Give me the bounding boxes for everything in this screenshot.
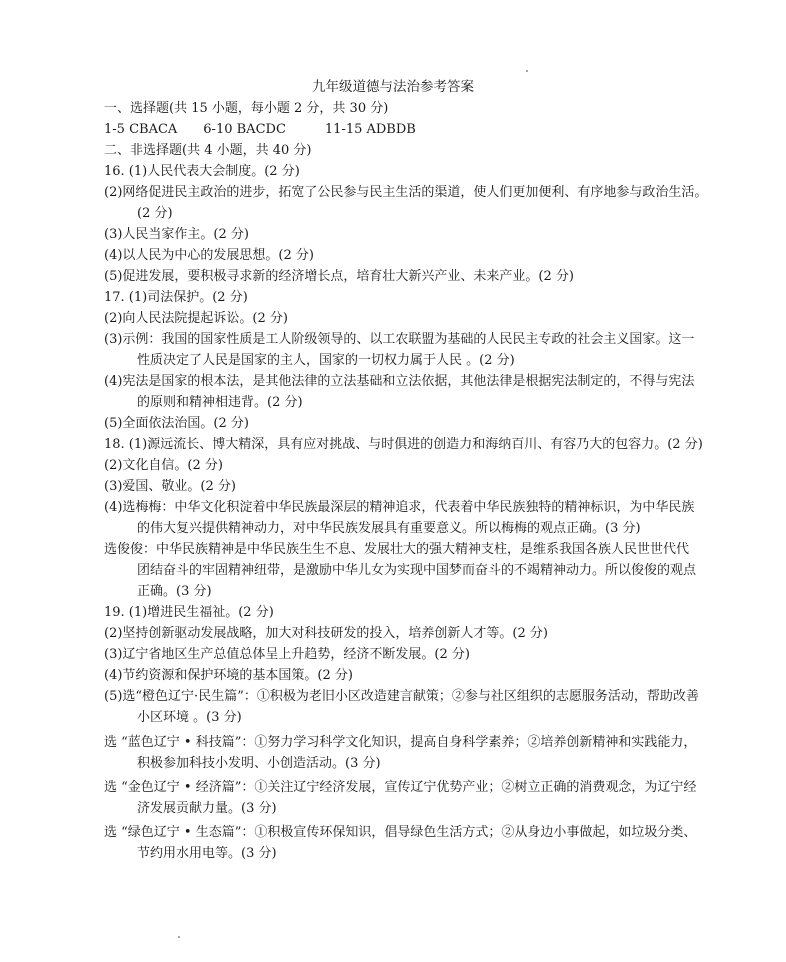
answer-line: 的原则和精神相违背。(2 分) <box>137 395 303 410</box>
scan-speck <box>526 70 528 72</box>
answer-line: 选 “蓝色辽宁 • 科技篇”：①努力学习科学文化知识，提高自身科学素养；②培养创新精神和实践能力， <box>104 735 697 750</box>
answer-line: (5)全面依法治国。(2 分) <box>104 416 249 431</box>
answer-line: (5)选“橙色辽宁·民生篇”：①积极为老旧小区改造建言献策；②参与社区组织的志愿服务活动，帮助改善 <box>104 689 699 704</box>
answer-line: (4)节约资源和保护环境的基本国策。(2 分) <box>104 668 353 683</box>
answer-line: 积极参加科技小发明、小创造活动。(3 分) <box>137 756 381 771</box>
answer-line: 性质决定了人民是国家的主人，国家的一切权力属于人民 。(2 分) <box>137 353 515 368</box>
answer-line: 小区环境 。(3 分) <box>137 710 242 725</box>
answer-line: 选 “绿色辽宁 • 生态篇”：①积极宣传环保知识，倡导绿色生活方式；②从身边小事做起，如垃圾分类、 <box>104 825 697 840</box>
answer-line: (3)辽宁省地区生产总值总体呈上升趋势，经济不断发展。(2 分) <box>104 647 470 662</box>
answer-line: (2)向人民法院提起诉讼。(2 分) <box>104 311 288 326</box>
scan-speck <box>178 936 180 938</box>
answer-line: 选 “金色辽宁 • 经济篇”：①关注辽宁经济发展，宣传辽宁优势产业；②树立正确的消费观念，为辽宁经 <box>104 780 697 795</box>
answer-line: 17. (1)司法保护。(2 分) <box>104 290 248 305</box>
answer-line: (3)爱国、敬业。(2 分) <box>104 479 236 494</box>
answer-line: (2 分) <box>137 206 173 221</box>
answer-line: (4)以人民为中心的发展思想。(2 分) <box>104 248 314 263</box>
answer-line: 节约用水用电等。(3 分) <box>137 846 277 861</box>
section-heading-choice: 一、选择题(共 15 小题，每小题 2 分，共 30 分) <box>104 101 389 116</box>
choice-answers: 1-5 CBACA 6-10 BACDC 11-15 ADBDB <box>104 122 416 137</box>
answer-line: (5)促进发展，要积极寻求新的经济增长点，培育壮大新兴产业、未来产业。(2 分) <box>104 269 574 284</box>
answer-line: (2)坚持创新驱动发展战略，加大对科技研发的投入，培养创新人才等。(2 分) <box>104 626 548 641</box>
answer-line: (2)文化自信。(2 分) <box>104 458 223 473</box>
section-heading-nonchoice: 二、非选择题(共 4 小题，共 40 分) <box>104 143 312 158</box>
answer-line: (4)选梅梅：中华文化积淀着中华民族最深层的精神追求，代表着中华民族独特的精神标识，为中华民族 <box>104 500 695 515</box>
answer-line: 团结奋斗的牢固精神纽带，是激励中华儿女为实现中国梦而奋斗的不竭精神动力。所以俊俊的观点 <box>137 563 697 578</box>
answer-line: 济发展贡献力量。(3 分) <box>137 801 277 816</box>
answer-line: 16. (1)人民代表大会制度。(2 分) <box>104 164 300 179</box>
answer-line: (2)网络促进民主政治的进步，拓宽了公民参与民主生活的渠道，使人们更加便利、有序地参与政治生活。 <box>104 185 708 200</box>
answer-line: 18. (1)源远流长、博大精深，具有应对挑战、与时俱进的创造力和海纳百川、有容乃大的包容力。(2 分) <box>104 437 703 452</box>
answer-line: (4)宪法是国家的根本法，是其他法律的立法基础和立法依据，其他法律是根据宪法制定的，不得与宪法 <box>104 374 695 389</box>
answer-line: 的伟大复兴提供精神动力，对中华民族发展具有重要意义。所以梅梅的观点正确。(3 分) <box>137 521 641 536</box>
answer-line: 选俊俊：中华民族精神是中华民族生生不息、发展壮大的强大精神支柱，是维系我国各族人民世世代代 <box>104 542 690 557</box>
answer-line: 正确。(3 分) <box>137 584 212 599</box>
answer-line: (3)示例：我国的国家性质是工人阶级领导的、以工农联盟为基础的人民民主专政的社会主义国家。这一 <box>104 332 695 347</box>
page-title: 九年级道德与法治参考答案 <box>312 79 474 95</box>
answer-line: 19. (1)增进民生福祉。(2 分) <box>104 605 274 620</box>
answer-line: (3)人民当家作主。(2 分) <box>104 227 249 242</box>
